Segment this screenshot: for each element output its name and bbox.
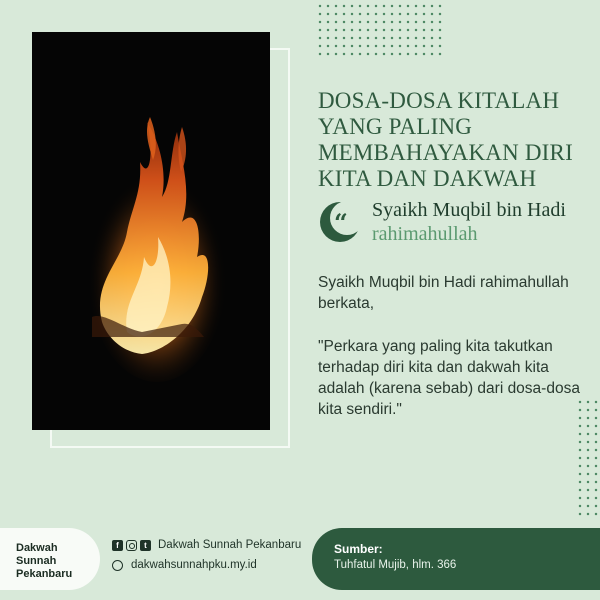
fire-photo: [32, 32, 270, 430]
brand-line-1: Dakwah: [16, 542, 58, 554]
source-reference: Tuhfatul Mujib, hlm. 366: [334, 559, 457, 571]
author-honorific: rahimahullah: [372, 223, 478, 245]
source-label: Sumber:: [334, 542, 383, 556]
svg-text:“: “: [334, 208, 348, 237]
brand-logo-text: [16, 542, 72, 581]
source-panel: [312, 528, 600, 590]
author-block: [372, 198, 597, 246]
fire-image: [32, 32, 270, 430]
headline: DOSA-DOSA KITALAH YANG PALING MEMBAHAYAKAN DIRI KITA DAN DAKWAH: [318, 88, 573, 191]
quote-icon: [318, 200, 362, 244]
quote-paragraph: "Perkara yang paling kita takutkan terhadap diri kita dan dakwah kita adalah (karena sebab) dari dosa-dosa kita sendiri.": [318, 338, 580, 418]
social-name: Dakwah Sunnah Pekanbaru: [158, 539, 302, 551]
facebook-icon: f: [112, 540, 123, 551]
brand-line-3: Pekanbaru: [16, 568, 73, 580]
web-icon: [112, 560, 123, 571]
decorative-dots-top: [316, 2, 446, 60]
website-row[interactable]: [112, 559, 257, 571]
instagram-icon: [126, 540, 137, 551]
author-name: Syaikh Muqbil bin Hadi: [372, 199, 566, 221]
brand-line-2: Sunnah: [16, 555, 57, 567]
twitter-icon: t: [140, 540, 151, 551]
contact-info: [100, 532, 312, 588]
intro-paragraph: Syaikh Muqbil bin Hadi rahimahullah berkata,: [318, 274, 569, 312]
social-row[interactable]: [112, 539, 301, 551]
footer: [0, 518, 600, 600]
body-text: [318, 272, 588, 442]
brand-badge: [0, 528, 100, 590]
website-link[interactable]: dakwahsunnahpku.my.id: [131, 559, 257, 571]
